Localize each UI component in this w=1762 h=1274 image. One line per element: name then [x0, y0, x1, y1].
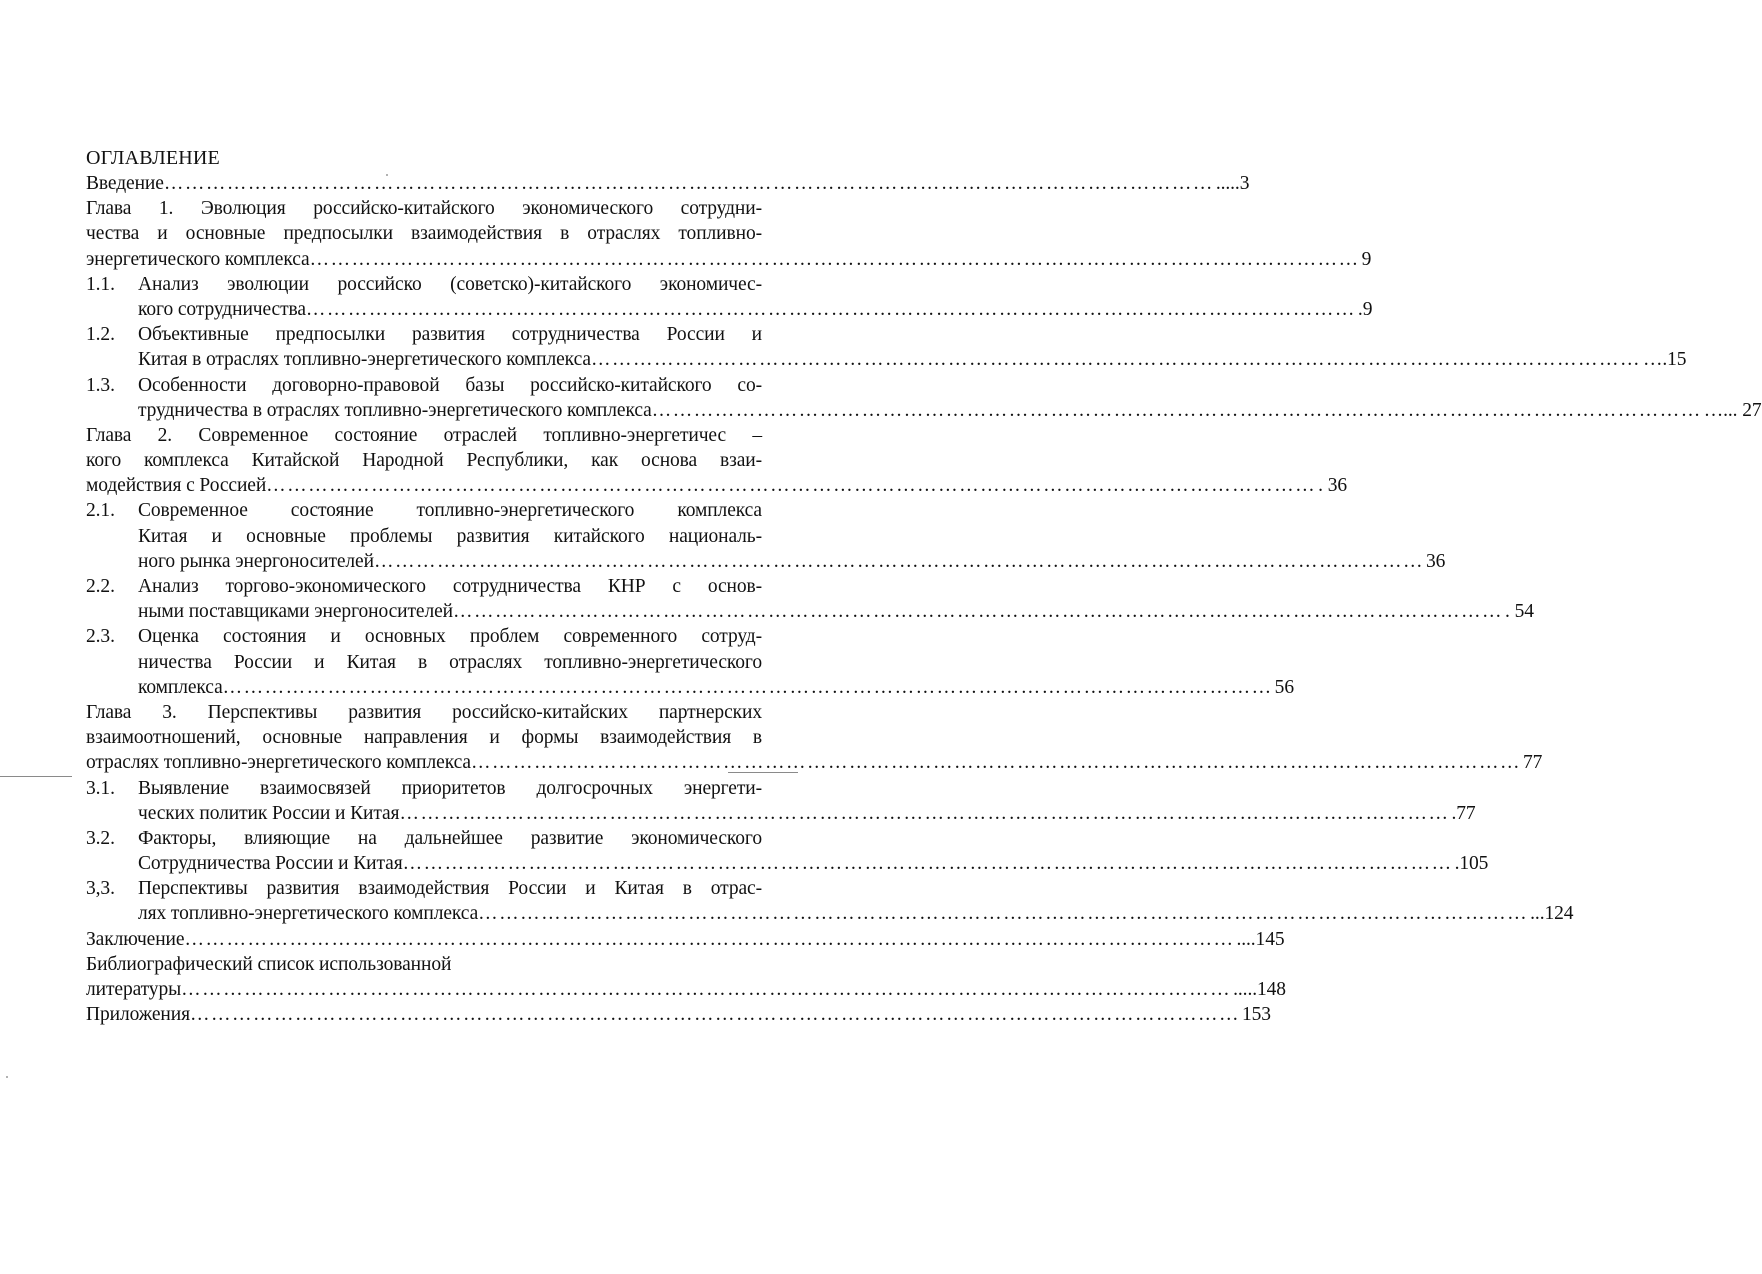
entry-line [86, 297, 1373, 322]
toc-entry-intro [86, 171, 1250, 196]
entry-line: Глава 3. Перспективы развития российско-китайских партнерских [86, 701, 762, 723]
entry-text: модействия с Россией [86, 475, 267, 497]
dot-leader: …………………………………………………………………………………………………………………………………… [309, 248, 1360, 270]
entry-line [86, 473, 1348, 498]
page-number: 56 [1274, 676, 1294, 698]
section-number: 2.2. [86, 576, 115, 597]
page-number: 9 [1361, 248, 1372, 270]
page-number: .9 [1357, 298, 1373, 320]
entry-text: Заключение [86, 928, 185, 950]
section-number: 3.2. [86, 827, 115, 849]
scan-speck [6, 1076, 8, 1078]
entry-line [86, 851, 1489, 876]
entry-line [86, 901, 1574, 926]
entry-text: ного рынка энергоносителей [138, 550, 374, 572]
section-number: 2.1. [86, 500, 115, 522]
entry-line: кого комплекса Китайской Народной Республики, как основа взаи- [86, 450, 762, 472]
entry-line: Факторы, влияющие на дальнейшее развитие экономического [138, 827, 762, 849]
toc-chapter-3 [86, 700, 1543, 776]
entry-line: Анализ торгово-экономического сотрудничества КНР с основ- [138, 576, 762, 597]
toc-section-3-2 [86, 826, 1489, 876]
toc-chapter-1 [86, 196, 1372, 272]
entry-text: трудничества в отраслях топливно-энергетического комплекса [138, 399, 652, 421]
entry-text: комплекса [138, 676, 223, 698]
section-number: 1.3. [86, 374, 115, 396]
dot-leader: …………………………………………………………………………………………………………………………………… [651, 399, 1702, 421]
dot-leader: …………………………………………………………………………………………………………………………………… [453, 601, 1504, 623]
scan-artifact-line [0, 776, 72, 777]
page-number: . 36 [1318, 475, 1348, 497]
dot-leader: …………………………………………………………………………………………………………………………………… [266, 475, 1317, 497]
entry-text: лях топливно-энергетического комплекса [138, 903, 479, 925]
toc-section-3-1 [86, 776, 1476, 826]
toc-section-2-2 [86, 574, 1534, 624]
dot-leader: …………………………………………………………………………………………………………………………………… [184, 928, 1235, 950]
entry-line: Глава 2. Современное состояние отраслей топливно-энергетичес – [86, 424, 762, 446]
entry-line [86, 750, 1543, 775]
entry-text: Сотрудничества России и Китая [138, 853, 403, 875]
entry-line: Глава 1. Эволюция российско-китайского экономического сотрудни- [86, 198, 762, 220]
entry-line: Выявление взаимосвязей приоритетов долгосрочных энергети- [138, 777, 762, 799]
entry-line: Оценка состояния и основных проблем современного сотруд- [138, 626, 762, 648]
entry-line: ничества России и Китая в отраслях топливно-энергетического [138, 651, 762, 673]
entry-text: Приложения [86, 1004, 190, 1026]
page-number: .....148 [1233, 979, 1286, 1000]
toc-entry-appendices [86, 1002, 1271, 1027]
dot-leader: …………………………………………………………………………………………………………………………………… [163, 173, 1214, 194]
entry-text: ными поставщиками энергоносителей [138, 601, 454, 623]
entry-line [86, 599, 1534, 624]
toc-section-1-3 [86, 373, 1762, 423]
toc-section-1-2 [86, 322, 1687, 372]
section-number: 1.1. [86, 273, 115, 295]
dot-leader: …………………………………………………………………………………………………………………………………… [402, 853, 1453, 875]
toc-section-2-1 [86, 498, 1446, 574]
entry-line [86, 675, 1294, 700]
section-number: 2.3. [86, 626, 115, 648]
entry-text: Китая в отраслях топливно-энергетического комплекса [138, 349, 591, 371]
dot-leader: …………………………………………………………………………………………………………………………………… [590, 349, 1641, 371]
page-number: 77 [1522, 752, 1543, 774]
dot-leader: …………………………………………………………………………………………………………………………………… [181, 979, 1232, 1000]
entry-text: литературы [86, 979, 182, 1000]
page-number: .77 [1451, 802, 1476, 824]
toc-entry-bibliography [86, 952, 1286, 1002]
section-number: 1.2. [86, 324, 115, 346]
entry-line [86, 398, 1762, 423]
toc-chapter-2 [86, 423, 1348, 499]
dot-leader: …………………………………………………………………………………………………………………………………… [222, 676, 1273, 698]
entry-line: Китая и основные проблемы развития китайского националь- [138, 525, 762, 547]
entry-line: Библиографический список использованной [86, 953, 452, 975]
entry-line [86, 801, 1476, 826]
dot-leader: …………………………………………………………………………………………………………………………………… [373, 550, 1424, 572]
page-number: ....145 [1236, 928, 1285, 950]
page-number: .105 [1454, 853, 1489, 875]
entry-text: кого сотрудничества [138, 298, 306, 320]
page-number: .....3 [1215, 173, 1250, 194]
entry-line [86, 247, 1372, 272]
toc-entry-conclusion [86, 927, 1285, 952]
entry-text: ческих политик России и Китая [138, 802, 400, 824]
section-number: 3,3. [86, 878, 115, 900]
page-number: . 54 [1505, 601, 1534, 623]
toc-section-1-1 [86, 272, 1373, 322]
entry-line: Перспективы развития взаимодействия России и Китая в отрас- [138, 878, 762, 900]
entry-line: взаимоотношений, основные направления и формы взаимодействия в [86, 727, 762, 749]
entry-line [86, 977, 1286, 1002]
entry-line: Современное состояние топливно-энергетического комплекса [138, 500, 762, 522]
entry-text: отраслях топливно-энергетического комплекса [86, 752, 471, 774]
page-number: 153 [1241, 1004, 1271, 1026]
dot-leader: …………………………………………………………………………………………………………………………………… [305, 298, 1356, 320]
dot-leader: …………………………………………………………………………………………………………………………………… [189, 1004, 1240, 1026]
entry-text: Введение [86, 173, 164, 194]
entry-line: Особенности договорно-правовой базы российско-китайского со- [138, 374, 762, 396]
page-number: ...124 [1530, 903, 1574, 925]
entry-line [86, 347, 1687, 372]
entry-line: чества и основные предпосылки взаимодействия в отраслях топливно- [86, 223, 762, 245]
toc-title: ОГЛАВЛЕНИЕ [86, 147, 220, 169]
dot-leader: …………………………………………………………………………………………………………………………………… [478, 903, 1529, 925]
page-number: …... 27 [1703, 399, 1762, 421]
page-number: 36 [1425, 550, 1446, 572]
table-of-contents [86, 146, 1762, 1027]
entry-line [86, 549, 1446, 574]
dot-leader: …………………………………………………………………………………………………………………………………… [470, 752, 1521, 774]
page-number: ….15 [1642, 349, 1687, 371]
toc-section-3-3 [86, 876, 1574, 926]
entry-line: Анализ эволюции российско (советско)-китайского экономичес- [138, 273, 762, 295]
entry-text: энергетического комплекса [86, 248, 310, 270]
dot-leader: …………………………………………………………………………………………………………………………………… [399, 802, 1450, 824]
section-number: 3.1. [86, 777, 115, 799]
toc-section-2-3 [86, 624, 1294, 700]
entry-line: Объективные предпосылки развития сотрудничества России и [138, 324, 762, 346]
